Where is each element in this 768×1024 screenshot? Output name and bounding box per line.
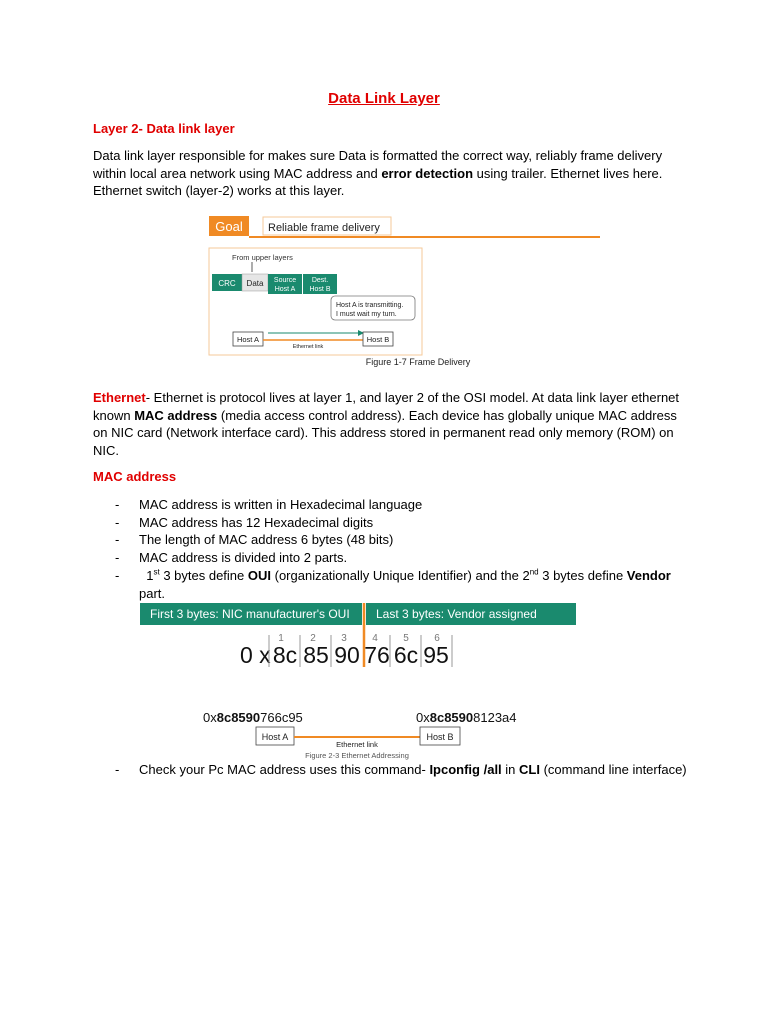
dest-line1: Dest. [311,277,329,284]
page-title: Data Link Layer [328,90,440,107]
ethernet-link-label: Ethernet link [292,344,324,350]
hex-byte: 8c [272,642,298,668]
byte-number: 6 [434,633,440,644]
hex-byte: 85 [303,642,329,668]
goal-label: Goal [215,219,243,234]
oui-bar-label: First 3 bytes: NIC manufacturer's OUI [150,607,350,621]
crc-label: CRC [218,279,236,288]
host-b-label: Host B [366,335,390,344]
hex-byte: 95 [423,642,449,668]
intro-paragraph: Data link layer responsible for makes sure Data is formatted the correct way, reliably frame delivery within local area network using MAC address and error detection using trailer. Ethernet lives here. Ethernet switch (layer-2) works at this layer. [93,148,663,198]
goal-text: Reliable frame delivery [268,222,380,234]
vendor-bar-label: Last 3 bytes: Vendor assigned [376,607,537,621]
figure2-caption: Figure 2-3 Ethernet Addressing [305,751,409,760]
host-b-address: 0x8c85908123a4 [416,710,517,725]
frame-delivery-figure [208,214,604,370]
hex-byte: 76 [364,642,390,668]
source-line2: Host A [274,286,296,293]
source-line1: Source [273,277,297,284]
list-item: - 1st 3 bytes define OUI (organizationally Unique Identifier) and the 2nd 3 bytes define Vendor part. [115,567,671,601]
host-a-label: Host A [261,732,289,742]
host-a-address: 0x8c8590766c95 [203,710,303,725]
byte-number: 4 [372,633,378,644]
dest-line2: Host B [309,286,331,293]
bubble-line1: Host A is transmitting. [336,302,404,309]
ethernet-link-label: Ethernet link [336,740,378,749]
byte-number: 3 [341,633,347,644]
layer2-heading: Layer 2- Data link layer [93,121,235,136]
byte-number: 2 [310,633,316,644]
ethernet-label: Ethernet [93,390,146,405]
host-a-label: Host A [236,335,260,344]
byte-number: 5 [403,633,409,644]
from-upper-label: From upper layers [232,253,293,262]
mac-heading: MAC address [93,469,177,484]
hex-byte: 90 [334,642,360,668]
host-b-label: Host B [426,732,454,742]
figure1-caption: Figure 1-7 Frame Delivery [365,357,471,367]
bubble-line2: I must wait my turn. [336,311,397,318]
data-label: Data [246,279,264,288]
mac-address-figure [140,603,580,763]
ethernet-paragraph: Ethernet- Ethernet is protocol lives at layer 1, and layer 2 of the OSI model. At data link layer ethernet known MAC address (media access control address). Each device has globally unique MAC address on NIC card (Network interface card). This address stored in permanent read only memory (ROM) on NIC. [93,390,680,458]
hex-prefix: 0 x [240,642,271,668]
hex-byte: 6c [393,642,419,668]
byte-number: 1 [278,633,284,644]
